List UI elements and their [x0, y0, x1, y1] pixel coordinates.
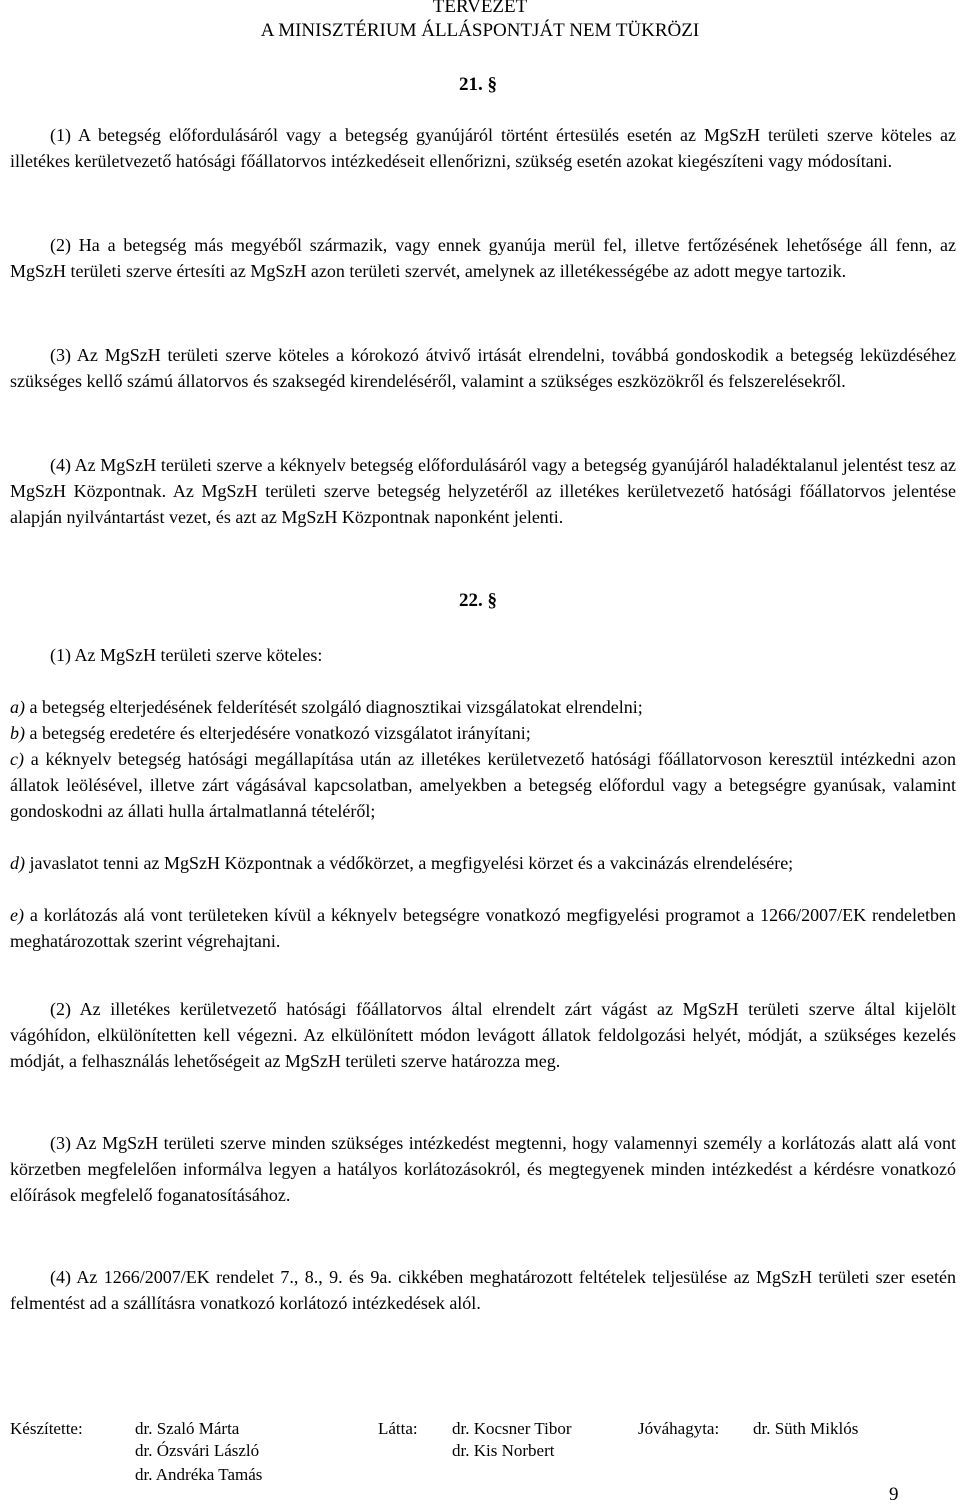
list-item-text: javaslatot tenni az MgSzH Központnak a védőkörzet, a megfigyelési körzet és a vakcinázás elrendelésére;	[25, 853, 794, 873]
list-item	[10, 746, 956, 824]
list-item-text: a betegség elterjedésének felderítését szolgáló diagnosztikai vizsgálatokat elrendelni;	[25, 697, 643, 717]
prepared-by-name: dr. Szaló Márta	[135, 1419, 240, 1438]
disclaimer-header: A MINISZTÉRIUM ÁLLÁSPONTJÁT NEM TÜKRÖZI	[260, 20, 700, 41]
approved-by-label: Jóváhagyta:	[638, 1419, 720, 1438]
section-21-paragraph-2: (2) Ha a betegség más megyéből származik, vagy ennek gyanúja merül fel, illetve fertőzésének lehetősége áll fenn, az MgSzH területi szerve értesíti az MgSzH azon területi szervét, amelynek az illetékességébe az adott megye tartozik.	[10, 235, 956, 281]
prepared-by-name: dr. Andréka Tamás	[135, 1465, 263, 1484]
seen-by-name: dr. Kis Norbert	[452, 1441, 555, 1460]
list-item	[10, 902, 956, 954]
seen-by-label: Látta:	[378, 1419, 418, 1438]
list-item-label: b)	[10, 723, 25, 743]
list-item	[10, 850, 956, 876]
section-22-title: 22. §	[459, 590, 497, 611]
prepared-by-name: dr. Ózsvári László	[135, 1441, 260, 1460]
list-item-text: a betegség eredetére és elterjedésére vonatkozó vizsgálatot irányítani;	[25, 723, 531, 743]
list-item-text: a korlátozás alá vont területeken kívül a kéknyelv betegségre vonatkozó megfigyelési programot a 1266/2007/EK rendeletben meghatározottak szerint végrehajtani.	[10, 905, 956, 951]
page-number: 9	[889, 1484, 899, 1505]
section-21-paragraph-1: (1) A betegség előfordulásáról vagy a betegség gyanújáról történt értesülés esetén az MgSzH területi szerve köteles az illetékes kerületvezető hatósági főállatorvos intézkedéseit ellenőrizni, szükség esetén azokat kiegészíteni vagy módosítani.	[10, 125, 956, 171]
list-item	[10, 720, 956, 746]
list-item	[10, 694, 956, 720]
list-item-label: e)	[10, 905, 24, 925]
list-item-label: d)	[10, 853, 25, 873]
approved-by-name: dr. Süth Miklós	[753, 1419, 859, 1438]
prepared-by-label: Készítette:	[10, 1419, 83, 1438]
section-22-paragraph-3: (3) Az MgSzH területi szerve minden szükséges intézkedést megtenni, hogy valamennyi személy a korlátozás alatt alá vont körzetben megfelelően informálva legyen a hatályos korlátozásokról, és megtegyenek minden intézkedést a kérdésre vonatkozó előírások megfelelő foganatosításához.	[10, 1133, 956, 1205]
section-22-paragraph-4: (4) Az 1266/2007/EK rendelet 7., 8., 9. és 9a. cikkében meghatározott feltételek teljesülése az MgSzH területi szer esetén felmentést ad a szállításra vonatkozó korlátozó intézkedések alól.	[10, 1267, 956, 1313]
section-21-paragraph-4: (4) Az MgSzH területi szerve a kéknyelv betegség előfordulásáról vagy a betegség gyanújáról haladéktalanul jelentést tesz az MgSzH Központnak. Az MgSzH területi szerve betegség helyzetéről az illetékes kerületvezető hatósági főállatorvos jelentése alapján nyilvántartást vezet, és azt az MgSzH Központnak naponként jelenti.	[10, 455, 956, 527]
list-item-text: a kéknyelv betegség hatósági megállapítása után az illetékes kerületvezető hatósági főállatorvoson keresztül intézkedni azon állatok leölésével, illetve zárt vágásával kapcsolatban, amelyekben a betegség előfordul vagy a betegségre gyanúsak, valamint gondoskodni az állati hulla ártalmatlanná tételéről;	[10, 749, 956, 821]
list-item-label: c)	[10, 749, 24, 769]
seen-by-name: dr. Kocsner Tibor	[452, 1419, 572, 1438]
section-21-paragraph-3: (3) Az MgSzH területi szerve köteles a kórokozó átvivő irtását elrendelni, továbbá gondoskodik a betegség leküzdéséhez szükséges kellő számú állatorvos és szaksegéd kirendeléséről, valamint a szükséges eszközökről és felszerelésekről.	[10, 345, 956, 391]
draft-label: TERVEZET	[432, 0, 528, 17]
section-21-title: 21. §	[459, 74, 497, 95]
section-22-intro: (1) Az MgSzH területi szerve köteles:	[50, 645, 323, 665]
section-22-paragraph-2: (2) Az illetékes kerületvezető hatósági főállatorvos által elrendelt zárt vágást az MgSzH területi szerve által kijelölt vágóhídon, elkülönítetten kell végezni. Az elkülönített módon levágott állatok feldolgozási helyét, módját, a szükséges kezelés módját, a felhasználás lehetőségeit az MgSzH területi szerve határozza meg.	[10, 999, 956, 1071]
list-item-label: a)	[10, 697, 25, 717]
